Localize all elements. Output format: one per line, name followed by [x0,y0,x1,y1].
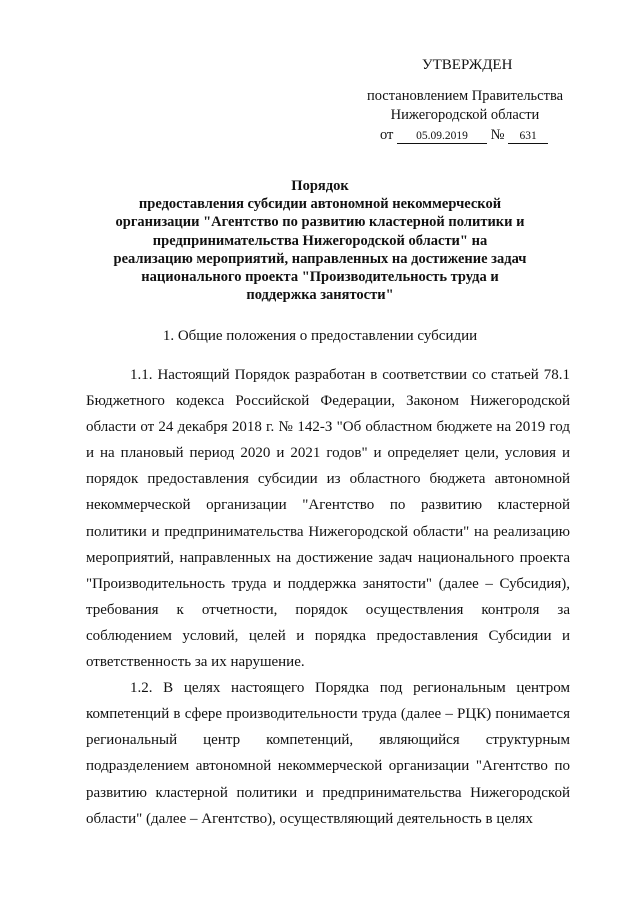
approval-line-2: Нижегородской области [390,107,540,123]
approval-number: 631 [508,129,548,144]
title-line: Порядок [291,178,349,194]
paragraph-1-1: 1.1. Настоящий Порядок разработан в соответствии со статьей 78.1 Бюджетного кодекса Российской Федерации, Законом Нижегородской области от 24 декабря 2018 г. № 142-З "Об областном бюджете на 2019 год и на плановый период 2020 и 2021 годов" и определяет цели, условия и порядок предоставления субсидии из областного бюджета автономной некоммерческой организации "Агентство по развитию кластерной политики и предпринимательства Нижегородской области" на реализацию мероприятий, направленных на достижение задач национального проекта "Производительность труда и поддержка занятости" (далее – Субсидия), требования к отчетности, порядок осуществления контроля за соблюдением условий, целей и порядка предоставления Субсидии и ответственность за их нарушение. [86,367,570,671]
title-line: реализацию мероприятий, направленных на достижение задач [113,250,527,267]
approval-stamp [360,56,570,145]
title-line: поддержка занятости" [246,287,394,304]
section-heading: 1. Общие положения о предоставлении субсидии [162,328,478,344]
title-line: организации "Агентство по развитию кластерной политики и [115,214,525,231]
number-label: № [490,127,505,143]
approval-line-1: постановлением Правительства [366,88,564,104]
from-label: от [380,127,394,143]
approved-label: УТВЕРЖДЕН [422,57,513,73]
title-line: предпринимательства Нижегородской области" на [152,232,488,249]
title-line: национального проекта "Производительность труда и [141,269,499,286]
paragraph-1-2: 1.2. В целях настоящего Порядка под региональным центром компетенций в сфере производительности труда (далее – РЦК) понимается региональный центр компетенций, являющийся структурным подразделением автономной некоммерческой организации "Агентство по развитию кластерной политики и предпринимательства Нижегородской области" (далее – Агентство), осуществляющий деятельность в целях [86,680,570,827]
approval-date-line [360,126,570,145]
document-title [90,177,550,304]
approval-date: 05.09.2019 [397,129,487,144]
title-line: предоставления субсидии автономной некоммерческой [138,196,502,213]
body-text [86,362,570,832]
